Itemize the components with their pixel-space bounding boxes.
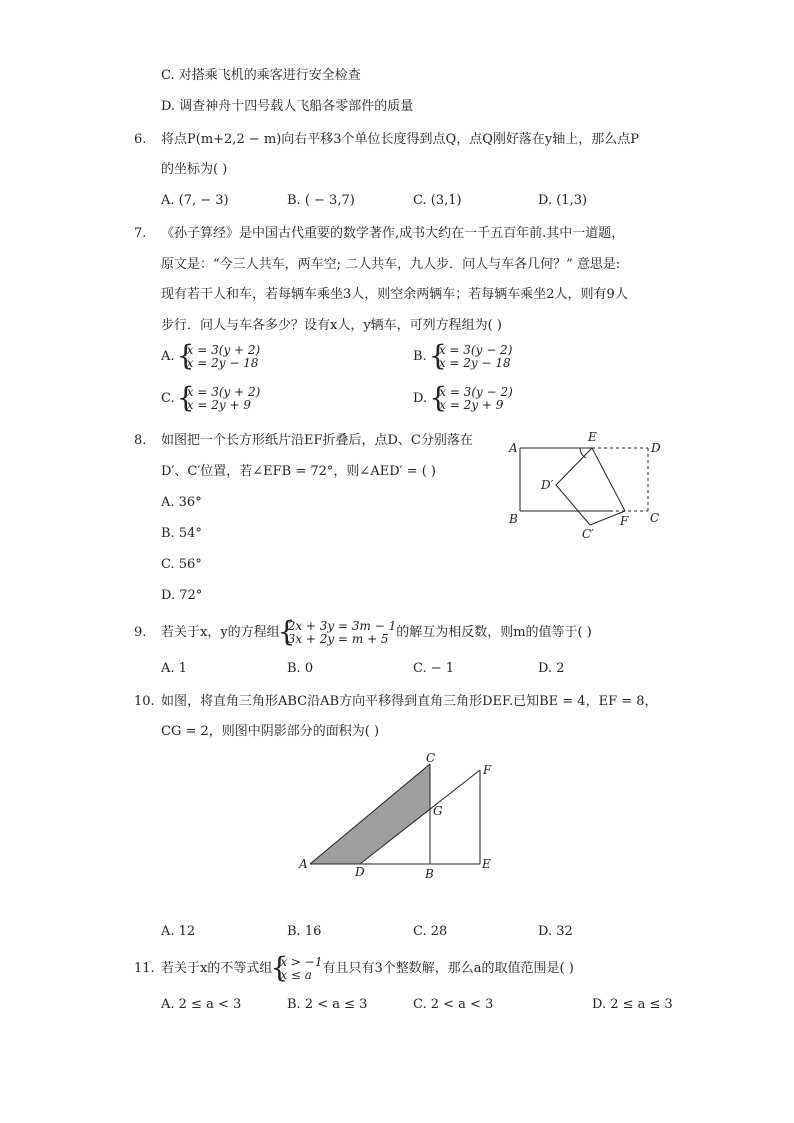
q7-option-a-label: A. <box>161 349 175 364</box>
q10-label-e: E <box>482 857 491 871</box>
q8-label-e: E <box>588 430 597 444</box>
q7-stem-line1: 《孙子算经》是中国古代重要的数学著作,成书大约在一千五百年前.其中一道题， <box>161 226 625 241</box>
q9-option-b: B. 0 <box>287 661 314 676</box>
q8-folded-flap <box>556 448 625 525</box>
q8-angle-mark <box>580 448 586 458</box>
q8-folding-figure <box>500 425 680 545</box>
q11-number: 11. <box>134 961 155 976</box>
q8-stem-line2: D′、C′位置，若∠EFB = 72°，则∠AED′ = ( ) <box>161 464 437 479</box>
q10-option-d: D. 32 <box>538 924 573 939</box>
q5-option-d: D. 调查神舟十四号载人飞船各零部件的质量 <box>161 99 414 114</box>
q9-option-c: C. − 1 <box>413 661 455 676</box>
q7-option-b-system <box>431 344 513 370</box>
q7-option-b-eq2: x = 2y − 18 <box>438 356 511 370</box>
q7-option-c <box>161 386 260 412</box>
q7-option-a <box>161 344 260 370</box>
q7-option-d <box>413 386 513 412</box>
q7-option-b-label: B. <box>413 349 427 364</box>
q6-option-c: C. (3,1) <box>413 193 462 208</box>
q6-option-a: A. (7, − 3) <box>161 193 229 208</box>
q9-stem-pre: 若关于x，y的方程组 <box>161 625 280 640</box>
q9-option-a: A. 1 <box>161 661 187 676</box>
q6-option-b: B. ( − 3,7) <box>287 193 355 208</box>
q7-option-c-label: C. <box>161 391 175 406</box>
q8-option-c: C. 56° <box>161 557 202 572</box>
q10-option-c: C. 28 <box>413 924 448 939</box>
q9-eq1: { 2x + 3y = 3m − 1 <box>287 619 397 633</box>
q10-label-a: A <box>299 857 308 871</box>
q6-stem-line2: 的坐标为( ) <box>161 162 228 177</box>
q10-label-d: D <box>355 865 365 879</box>
q11-option-a: A. 2 ≤ a < 3 <box>161 997 242 1012</box>
q11-option-d: D. 2 ≤ a ≤ 3 <box>592 997 673 1012</box>
q9-stem <box>161 618 592 649</box>
q8-option-b: B. 54° <box>161 526 202 541</box>
q10-stem-line2: CG = 2，则图中阴影部分的面积为( ) <box>161 724 380 739</box>
q8-label-d-prime: D′ <box>541 478 554 492</box>
q8-label-c-prime: C′ <box>582 527 594 541</box>
q7-stem-line2: 原文是：“今三人共车，两车空; 二人共车，九人步．问人与车各几何？” 意思是: <box>161 257 621 272</box>
q9-stem-post: 的解互为相反数，则m的值等于( ) <box>396 625 592 640</box>
q8-option-a: A. 36° <box>161 495 202 510</box>
q7-option-d-eq1: { x = 3(y − 2) <box>439 385 513 399</box>
q7-option-a-eq2: x = 2y − 18 <box>186 356 259 370</box>
q6-option-d: D. (1,3) <box>538 193 588 208</box>
q11-option-b: B. 2 < a ≤ 3 <box>287 997 368 1012</box>
q11-stem-pre: 若关于x的不等式组 <box>161 961 273 976</box>
q7-option-d-eq2: x = 2y + 9 <box>439 398 504 412</box>
q9-eq2: 3x + 2y = m + 5 <box>287 632 389 646</box>
q10-number: 10. <box>134 694 155 709</box>
q9-number: 9. <box>134 625 147 640</box>
q11-eq2: x ≤ a <box>280 968 312 982</box>
q10-option-b: B. 16 <box>287 924 322 939</box>
q10-label-g: G <box>433 804 443 818</box>
q9-system <box>280 620 397 646</box>
q7-option-c-eq2: x = 2y + 9 <box>186 398 251 412</box>
q7-stem-line3: 现有若干人和车，若每辆车乘坐3人，则空余两辆车；若每辆车乘坐2人，则有9人 <box>161 287 628 302</box>
q11-eq1: { x > −1 <box>280 955 323 969</box>
q7-stem-line4: 步行．问人与车各多少？设有x人，y辆车，可列方程组为( ) <box>161 318 502 333</box>
q8-label-d: D <box>651 441 661 455</box>
q7-option-a-eq1: { x = 3(y + 2) <box>186 343 261 357</box>
q7-option-a-system <box>179 344 261 370</box>
q10-label-c: C <box>426 751 436 765</box>
q7-option-c-eq1: { x = 3(y + 2) <box>186 385 261 399</box>
q8-label-f: F <box>620 514 629 528</box>
q8-label-c: C <box>650 511 660 525</box>
q5-option-c: C. 对搭乘飞机的乘客进行安全检查 <box>161 68 361 83</box>
q8-label-b: B <box>509 512 518 526</box>
q6-stem-line1: 将点P(m+2,2 − m)向右平移3个单位长度得到点Q，点Q刚好落在y轴上，那么点P <box>161 132 639 147</box>
q11-system <box>272 956 322 982</box>
q10-translation-figure <box>290 750 510 880</box>
q7-number: 7. <box>134 226 147 241</box>
q6-number: 6. <box>134 132 147 147</box>
q10-label-f: F <box>483 763 492 777</box>
q8-stem-line1: 如图把一个长方形纸片沿EF折叠后，点D、C分别落在 <box>161 433 473 448</box>
q11-stem-post: 有且只有3个整数解，那么a的取值范围是( ) <box>322 961 574 976</box>
q8-option-d: D. 72° <box>161 588 203 603</box>
q7-option-c-system <box>179 386 261 412</box>
q10-label-b: B <box>425 867 434 880</box>
q11-option-c: C. 2 < a < 3 <box>413 997 494 1012</box>
q7-option-d-system <box>431 386 513 412</box>
q7-option-d-label: D. <box>413 391 428 406</box>
q8-label-a: A <box>509 441 518 455</box>
q8-number: 8. <box>134 433 147 448</box>
q10-stem-line1: 如图，将直角三角形ABC沿AB方向平移得到直角三角形DEF.已知BE = 4，EF = 8， <box>161 694 658 709</box>
q11-stem <box>161 954 574 985</box>
q10-option-a: A. 12 <box>161 924 196 939</box>
q9-option-d: D. 2 <box>538 661 565 676</box>
q7-option-b-eq1: { x = 3(y − 2) <box>438 343 513 357</box>
q7-option-b <box>413 344 512 370</box>
